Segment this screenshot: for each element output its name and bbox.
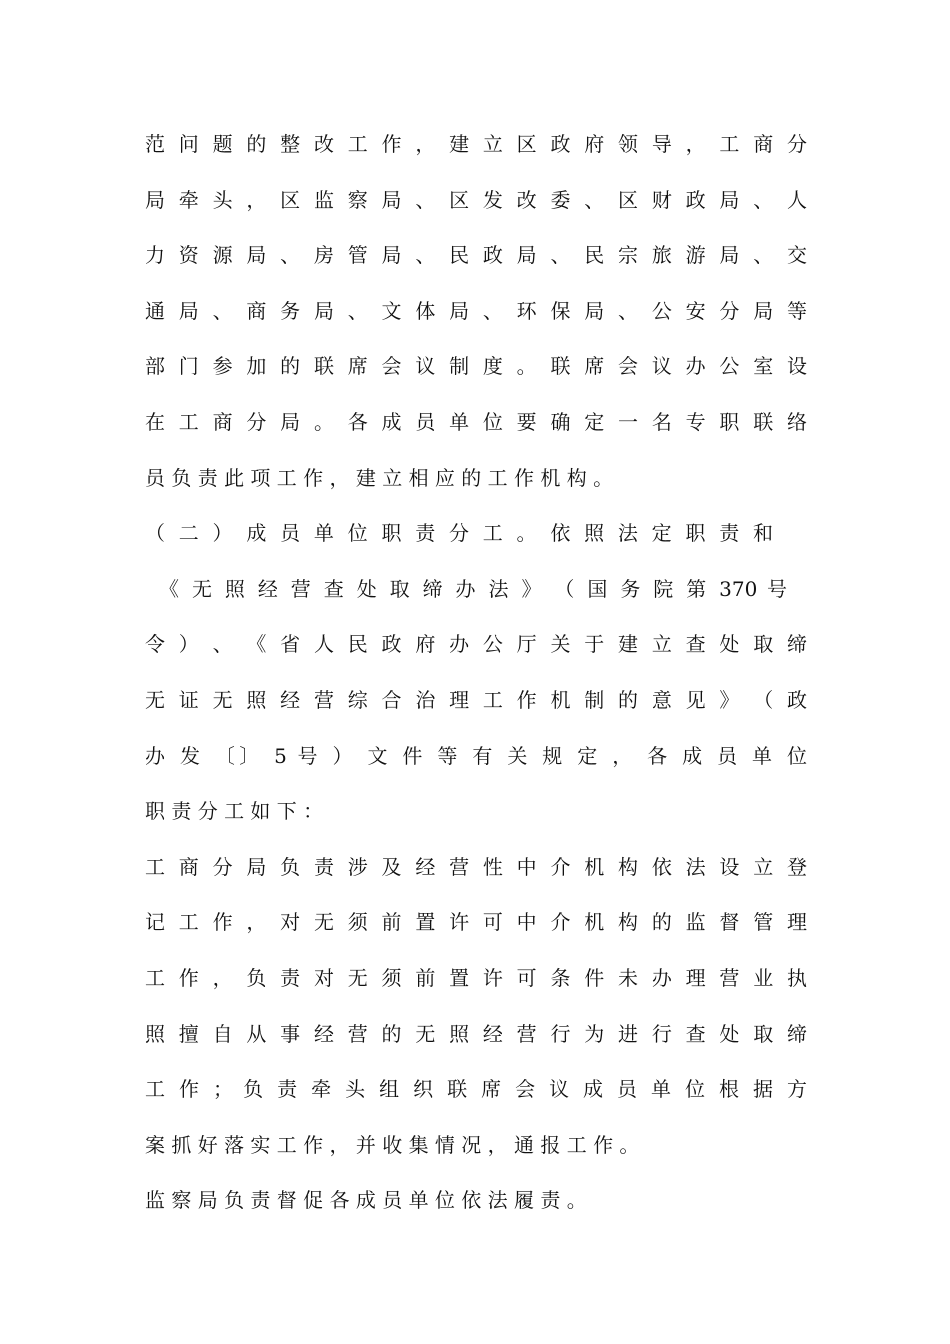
text-line-18: 工 作 ； 负 责 牵 头 组 织 联 席 会 议 成 员 单 位 根 据 方 (145, 1077, 807, 1102)
text-line-3: 力 资 源 局 、 房 管 局 、 民 政 局 、 民 宗 旅 游 局 、 交 (145, 243, 807, 268)
text-line-9: 《 无 照 经 营 查 处 取 缔 办 法 》 （ 国 务 院 第 370 号 (159, 576, 787, 601)
text-line-20: 监 察 局 负 责 督 促 各 成 员 单 位 依 法 履 责 。 (145, 1188, 587, 1213)
text-line-16: 工 作 ， 负 责 对 无 须 前 置 许 可 条 件 未 办 理 营 业 执 (145, 965, 807, 990)
text-line-2: 局 牵 头 ， 区 监 察 局 、 区 发 改 委 、 区 财 政 局 、 人 (145, 187, 807, 212)
text-line-12: 办 发 〔〕 5 号 ） 文 件 等 有 关 规 定 ， 各 成 员 单 位 (145, 743, 807, 768)
text-line-13: 职 责 分 工 如 下 ： (145, 799, 324, 824)
text-line-10: 令 ） 、 《 省 人 民 政 府 办 公 厅 关 于 建 立 查 处 取 缔 (145, 632, 807, 657)
text-line-4: 通 局 、 商 务 局 、 文 体 局 、 环 保 局 、 公 安 分 局 等 (145, 298, 807, 323)
text-line-7: 员 负 责 此 项 工 作 ， 建 立 相 应 的 工 作 机 构 。 (145, 465, 614, 490)
text-line-8: （ 二 ） 成 员 单 位 职 责 分 工 。 依 照 法 定 职 责 和 (145, 521, 773, 546)
text-line-5: 部 门 参 加 的 联 席 会 议 制 度 。 联 席 会 议 办 公 室 设 (145, 354, 807, 379)
text-line-15: 记 工 作 ， 对 无 须 前 置 许 可 中 介 机 构 的 监 督 管 理 (145, 910, 807, 935)
text-line-1: 范 问 题 的 整 改 工 作 ， 建 立 区 政 府 领 导 ， 工 商 分 (145, 132, 807, 156)
text-line-14: 工 商 分 局 负 责 涉 及 经 营 性 中 介 机 构 依 法 设 立 登 (145, 854, 807, 879)
text-line-6: 在 工 商 分 局 。 各 成 员 单 位 要 确 定 一 名 专 职 联 络 (145, 409, 807, 434)
text-line-11: 无 证 无 照 经 营 综 合 治 理 工 作 机 制 的 意 见 》 （ 政 (145, 687, 807, 712)
text-line-19: 案 抓 好 落 实 工 作 ， 并 收 集 情 况 ， 通 报 工 作 。 (145, 1132, 640, 1157)
document-body (145, 126, 825, 1238)
text-line-17: 照 擅 自 从 事 经 营 的 无 照 经 营 行 为 进 行 查 处 取 缔 (145, 1021, 807, 1046)
